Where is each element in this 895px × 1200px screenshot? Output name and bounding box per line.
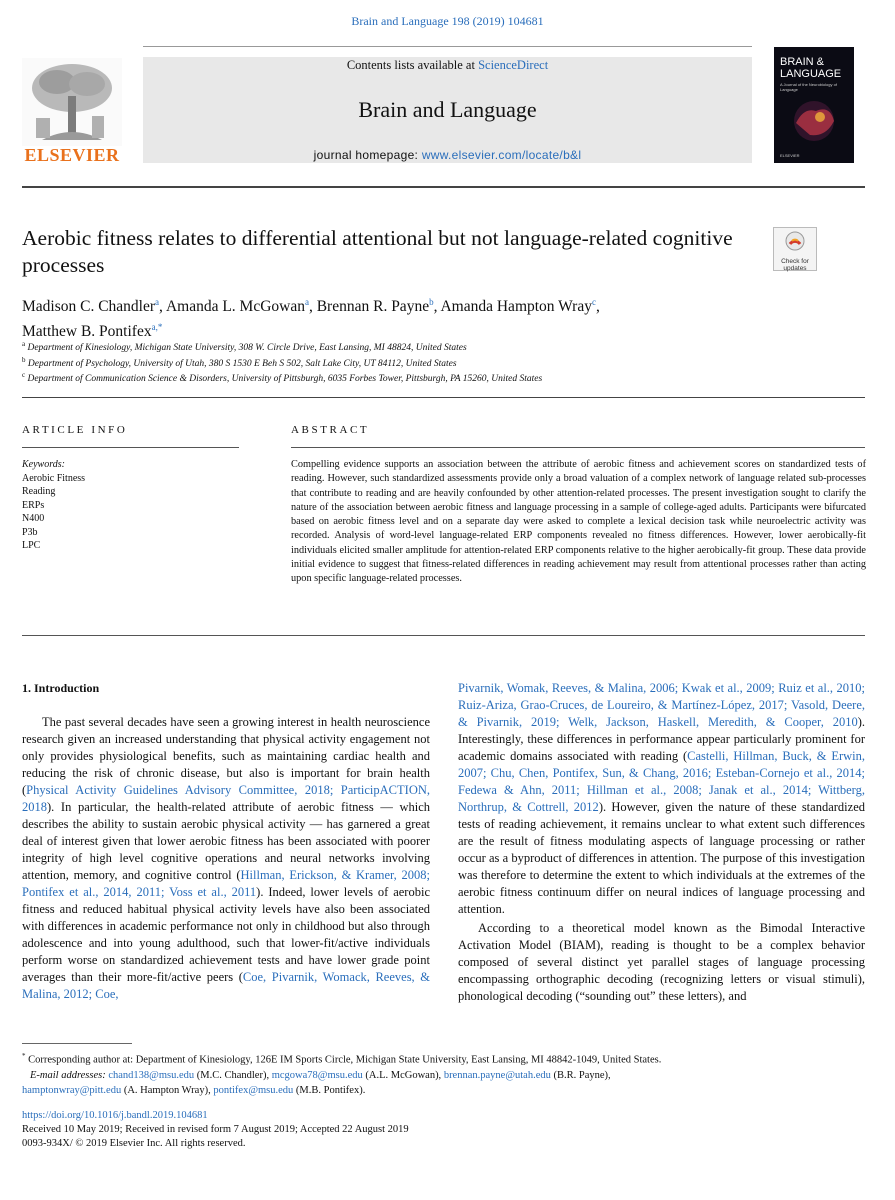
author: [440, 298, 599, 315]
email-owner: (M.C. Chandler),: [196, 1069, 270, 1081]
email-link[interactable]: pontifex@msu.edu: [213, 1084, 294, 1096]
abstract-bottom-rule: [22, 635, 865, 636]
check-label-1: Check for: [781, 258, 809, 265]
corresponding-author-note: [22, 1049, 872, 1068]
check-label-2: updates: [783, 265, 807, 272]
abstract-text: Compelling evidence supports an association between the attribute of aerobic fitness and achievement scores on standardized tests of reading. However, such standardized assessments provide only a broad valuation of a complex network of language related sub-processes that contribute to reading and are heavily confounded by other attention-related processes. The present investigation sought to clarify the nature of the association between aerobic fitness and language processing in a sample of college-aged adults. Participants were bifurcated based on aerobic fitness level and on a separate day were asked to complete a lexical decision task while neuroelectric activity was recorded. Analysis of word-level language-related ERP components revealed no fitness differences. However, lower aerobically-fit individuals elicited smaller amplitude for attention-related ERP components relative to the higher aerobically-fit group. These data provide initial evidence to suggest that fitness-related differences in reading achievement may result from attentional processes rather than acting upon specific language-related processes.: [291, 459, 866, 585]
homepage-prefix: journal homepage:: [313, 148, 422, 162]
body-text: ). In particular, the health-related attribute of aerobic fitness — which describes the ability to sustain aerobic physical activity — has garnered a great deal of interest given that lower aerobic fitness has been associated with poorer integrity of high level cognitive operations and neural networks involving attention, memory, and cognitive control (: [22, 800, 430, 882]
contents-prefix: Contents lists available at: [346, 58, 479, 72]
abstract-rule: [291, 447, 865, 448]
email-owner: (B.R. Payne),: [553, 1069, 611, 1081]
journal-homepage-line: [143, 148, 752, 162]
email-owner: (M.B. Pontifex).: [295, 1084, 366, 1096]
email-addresses: [22, 1068, 872, 1083]
cover-title: BRAIN & LANGUAGE: [780, 56, 842, 80]
sciencedirect-link[interactable]: ScienceDirect: [478, 58, 549, 72]
check-for-updates-badge[interactable]: [773, 227, 817, 271]
article-footer: [22, 1109, 872, 1151]
author-sep: ,: [159, 298, 166, 316]
homepage-link[interactable]: www.elsevier.com/locate/b&l: [421, 148, 582, 162]
affil-text: Department of Kinesiology, Michigan State University, 308 W. Circle Drive, East Lansing, MI 48824, United States: [27, 343, 467, 354]
affil-sup: c: [22, 371, 26, 379]
doi-link[interactable]: https://doi.org/10.1016/j.bandl.2019.104681: [22, 1110, 208, 1121]
asterisk-mark: *: [22, 1052, 26, 1060]
author-affil-sup[interactable]: a,*: [151, 322, 163, 333]
affiliation-a: [22, 340, 882, 353]
email-owner: (A.L. McGowan),: [365, 1069, 442, 1081]
cover-subtitle: A Journal of the Neurobiology of Language: [780, 82, 837, 92]
keyword: ERPs: [22, 499, 45, 511]
corresponding-text: Corresponding author at: Department of Kinesiology, 126E IM Sports Circle, Michigan State University, East Lansing, MI 48842-1049, United States.: [28, 1054, 662, 1066]
author: [166, 298, 317, 315]
body-text: ). Indeed, lower levels of aerobic fitness and reduced habitual physical activity levels have also been associated with differences in academic performance not only in childhood but also through adolescence and into young adulthood, such that lower-fit/active individuals perform worse on standardized achievement tests and have lower grade point averages than their more-fit/active peers (: [22, 885, 430, 984]
email-label: E-mail addresses:: [30, 1069, 106, 1081]
keyword: Reading: [22, 486, 56, 497]
author: [317, 298, 441, 315]
section-heading-introduction: 1. Introduction: [22, 681, 100, 695]
received-dates: Received 10 May 2019; Received in revised form 7 August 2019; Accepted 22 August 2019: [22, 1124, 409, 1135]
affil-text: Department of Psychology, University of Utah, 380 S 1530 E Beh S 502, Salt Lake City, UT 84112, United States: [27, 359, 457, 370]
keyword: P3b: [22, 526, 38, 538]
keyword: LPC: [22, 540, 41, 551]
author-sep: ,: [308, 298, 317, 316]
citation-link[interactable]: Physical Activity Guidelines Advisory Committee, 2018; ParticipACTION, 2018: [22, 783, 430, 814]
affiliation-c: [22, 371, 882, 384]
author-affil-sup[interactable]: c: [591, 297, 596, 307]
cover-publisher: ELSEVIER: [780, 153, 800, 158]
elsevier-wordmark: ELSEVIER: [24, 145, 120, 165]
keyword: N400: [22, 513, 45, 524]
citation-link[interactable]: Castelli, Hillman, Buck, & Erwin, 2007; Chu, Chen, Pontifex, Sun, & Chang, 2016; Esteban-Cornejo et al., 2014; Fedewa & Ahn, 2011; Hillman et al., 2008; Janak et al., 2014; Wittberg, Northrup, & Cottrell, 2012: [458, 749, 865, 814]
paragraph: According to a theoretical model known as the Bimodal Interactive Activation Model (BIAM), reading is thought to be a complex behavior composed of several distinct yet parallel stages of language processing encompassing orthographic decoding (recognizing letters or visual stimuli), phonological decoding (“sounding out” these letters), and: [458, 921, 865, 1003]
article-title: Aerobic fitness relates to differential attentional but not language-related cognitive processes: [22, 226, 733, 277]
citation-link[interactable]: Hillman, Erickson, & Kramer, 2008; Pontifex et al., 2014, 2011; Voss et al., 2011: [22, 868, 430, 899]
author: [22, 298, 166, 315]
email-owner: (A. Hampton Wray),: [123, 1084, 211, 1096]
email-link[interactable]: hamptonwray@pitt.edu: [22, 1084, 122, 1096]
citation-link[interactable]: Coe, Pivarnik, Womack, Reeves, & Malina, 2012; Coe,: [22, 970, 430, 1001]
author-name[interactable]: Amanda L. McGowan: [165, 298, 305, 316]
author-sep: ,: [595, 298, 600, 316]
article-info-heading: ARTICLE INFO: [22, 424, 128, 436]
affil-text: Department of Communication Science & Disorders, University of Pittsburgh, 6035 Forbes Tower, Pittsburgh, PA 15260, United States: [27, 374, 543, 385]
body-text: ). Interestingly, these differences in performance appear particularly prominent for academic domains associated with reading (: [458, 715, 865, 763]
intro-column-1: [22, 714, 430, 1003]
author-name[interactable]: Matthew B. Pontifex: [22, 323, 152, 341]
title-rule: [22, 186, 865, 188]
citation-link[interactable]: Pivarnik, Womak, Reeves, & Malina, 2006; Kwak et al., 2009; Ruiz et al., 2010; Ruiz-Ariza, Grao-Cruces, de Loureiro, & Martínez-López, 2017; Vasold, Deere, & Pivarnik, 2019; Welk, Jackson, Haskell, Meredith, & Cooper, 2010: [458, 681, 865, 729]
author-affil-sup[interactable]: a: [155, 297, 160, 307]
affiliation-b: [22, 356, 882, 369]
author-affil-sup[interactable]: b: [429, 297, 434, 307]
author-list: [22, 292, 842, 342]
body-text: The past several decades have seen a growing interest in health neuroscience research given an increased understanding that physical activity engagement not only provides physiological benefits, such as maintaining cardiac health and reducing the risk of chronic disease, but also is important for brain health (: [22, 715, 430, 797]
author-affil-sup[interactable]: a: [304, 297, 309, 307]
author-sep: ,: [433, 298, 441, 316]
article-info-rule: [22, 447, 239, 448]
email-link[interactable]: chand138@msu.edu: [108, 1069, 195, 1081]
paragraph: [458, 680, 865, 918]
footnote-rule: [22, 1043, 132, 1044]
check-updates-icon: [785, 231, 805, 251]
header-rule: [143, 46, 752, 47]
author-name[interactable]: Brennan R. Payne: [316, 298, 430, 316]
email-link[interactable]: brennan.payne@utah.edu: [443, 1069, 551, 1081]
copyright: 0093-934X/ © 2019 Elsevier Inc. All rights reserved.: [22, 1138, 246, 1149]
email-addresses-cont: [22, 1083, 872, 1098]
affil-sup: a: [22, 340, 26, 348]
journal-citation[interactable]: Brain and Language 198 (2019) 104681: [351, 14, 544, 28]
email-link[interactable]: mcgowa78@msu.edu: [271, 1069, 363, 1081]
footnotes: [22, 1049, 872, 1098]
intro-column-2: [458, 680, 865, 1005]
author: [22, 323, 162, 340]
keywords-label: Keywords:: [22, 459, 65, 470]
author-name[interactable]: Amanda Hampton Wray: [440, 298, 592, 316]
abstract-heading: ABSTRACT: [291, 424, 370, 436]
keyword: Aerobic Fitness: [22, 472, 86, 484]
author-name[interactable]: Madison C. Chandler: [22, 298, 156, 316]
keywords-block: [22, 458, 85, 553]
body-text: ). However, given the nature of these standardized tests of reading achievement, it remains unclear to what extent such differences are the result of fitness modulating aspects of language processing or rather occur as a byproduct of differences in attention. The purpose of this investigation was therefore to determine the extent to which individuals at the extremes of the aerobic fitness continuum differ on neural indices of language processing and attention.: [458, 800, 865, 916]
journal-name: Brain and Language: [358, 97, 537, 122]
affiliation-rule: [22, 397, 865, 398]
affil-sup: b: [22, 356, 26, 364]
contents-line: [143, 58, 752, 73]
